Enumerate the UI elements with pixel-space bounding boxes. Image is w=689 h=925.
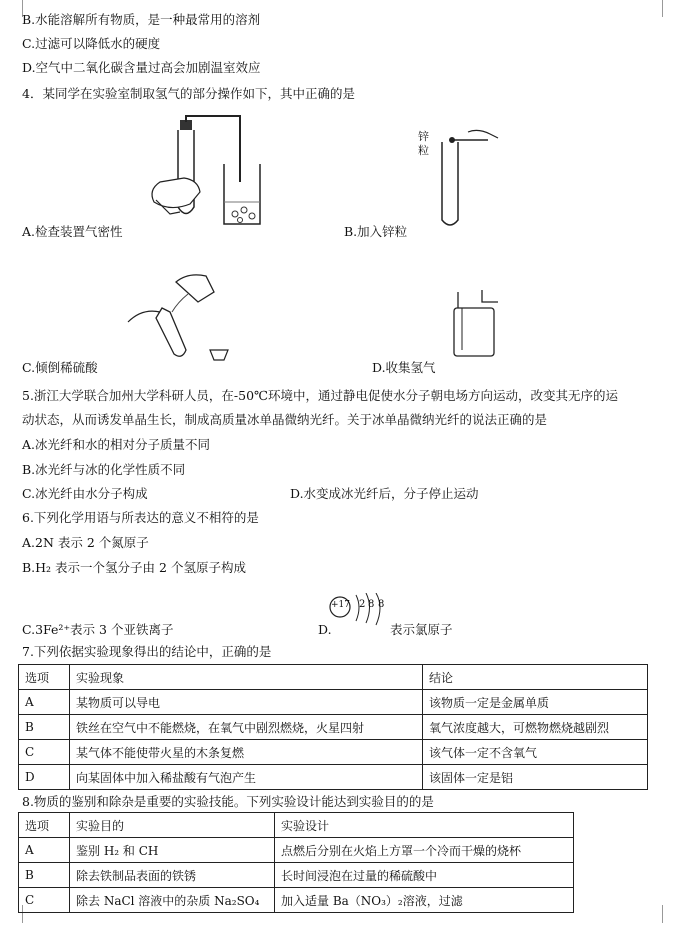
table-row	[19, 740, 648, 765]
question-5-cont: 动状态，从而诱发单晶生长，制成高质量冰单晶微纳光纤。关于冰单晶微纳光纤的说法正确的是	[22, 412, 548, 427]
option-line: C.过滤可以降低水的硬度	[22, 36, 161, 51]
table-cell: 某物质可以导电	[70, 690, 423, 715]
table-cell: B	[19, 863, 70, 888]
table-header-row	[19, 813, 574, 838]
figure-pour-acid	[118, 262, 238, 362]
question-4: 4．某同学在实验室制取氢气的部分操作如下，其中正确的是	[22, 86, 355, 101]
figure-add-zinc	[418, 122, 508, 232]
table-cell: 向某固体中加入稀盐酸有气泡产生	[70, 765, 423, 790]
option-line: A.冰光纤和水的相对分子质量不同	[22, 437, 211, 452]
table-cell: 加入适量 Ba（NO₃）₂溶液，过滤	[275, 888, 574, 913]
table-cell: 某气体不能使带火星的木条复燃	[70, 740, 423, 765]
table-header-cell: 选项	[19, 665, 70, 690]
table-header-cell: 结论	[423, 665, 648, 690]
table-cell: 氧气浓度越大，可燃物燃烧越剧烈	[423, 715, 648, 740]
table-cell: 鉴别 H₂ 和 CH	[70, 838, 275, 863]
table-cell: 点燃后分别在火焰上方罩一个冷而干燥的烧杯	[275, 838, 574, 863]
option-line: C.3Fe²⁺表示 3 个亚铁离子	[22, 622, 174, 637]
option-line: B.冰光纤与冰的化学性质不同	[22, 462, 186, 477]
option-line: D.空气中二氧化碳含量过高会加剧温室效应	[22, 60, 261, 75]
table-header-cell: 实验设计	[275, 813, 574, 838]
table-row	[19, 765, 648, 790]
table-header-cell: 实验现象	[70, 665, 423, 690]
table-cell: A	[19, 690, 70, 715]
caption-c: C.倾倒稀硫酸	[22, 360, 98, 375]
table-cell: D	[19, 765, 70, 790]
zinc-label: 锌	[418, 130, 429, 143]
table-cell: 长时间浸泡在过量的稀硫酸中	[275, 863, 574, 888]
table-cell: B	[19, 715, 70, 740]
table-cell: 该气体一定不含氧气	[423, 740, 648, 765]
option-line: 表示氯原子	[390, 622, 453, 637]
table-row	[19, 888, 574, 913]
table-cell: 除去铁制品表面的铁锈	[70, 863, 275, 888]
table-header-cell: 实验目的	[70, 813, 275, 838]
caption-b: B.加入锌粒	[344, 224, 408, 239]
table-row	[19, 690, 648, 715]
question-6: 6.下列化学用语与所表达的意义不相符的是	[22, 510, 259, 525]
table-cell: 铁丝在空气中不能燃烧，在氧气中剧烈燃烧，火星四射	[70, 715, 423, 740]
atom-shell: 2	[359, 599, 366, 610]
caption-d: D.收集氢气	[372, 360, 436, 375]
table-row	[19, 838, 574, 863]
corner-mark-top-right	[662, 0, 681, 17]
table-row	[19, 863, 574, 888]
table-row	[19, 715, 648, 740]
table-cell: 除去 NaCl 溶液中的杂质 Na₂SO₄	[70, 888, 275, 913]
atom-shell: 8	[378, 599, 385, 610]
question-8: 8.物质的鉴别和除杂是重要的实验技能。下列实验设计能达到实验目的的是	[22, 794, 434, 809]
atom-shell: 8	[368, 599, 375, 610]
atom-nucleus: +17	[331, 600, 350, 610]
figure-collect-hydrogen	[448, 288, 508, 360]
figure-airtightness-check	[140, 112, 280, 232]
table-header-row	[19, 665, 648, 690]
zinc-label: 粒	[418, 144, 429, 157]
table-cell: C	[19, 740, 70, 765]
option-line: C.冰光纤由水分子构成	[22, 486, 148, 501]
option-line: B.水能溶解所有物质，是一种最常用的溶剂	[22, 12, 261, 27]
question-5: 5.浙江大学联合加州大学科研人员，在-50℃环境中，通过静电促使水分子朝电场方向运动，改变其无序的运	[22, 388, 619, 403]
corner-mark-bottom-right	[662, 905, 681, 923]
question-7: 7.下列依据实验现象得出的结论中，正确的是	[22, 644, 272, 659]
option-line: D.水变成冰光纤后，分子停止运动	[290, 486, 479, 501]
table-cell: C	[19, 888, 70, 913]
option-line: B.H₂ 表示一个氢分子由 2 个氢原子构成	[22, 560, 246, 575]
table-q8	[18, 812, 574, 913]
table-cell: A	[19, 838, 70, 863]
corner-mark-top-left	[4, 0, 23, 17]
table-cell: 该物质一定是金属单质	[423, 690, 648, 715]
table-header-cell: 选项	[19, 813, 70, 838]
option-line: A.2N 表示 2 个氮原子	[22, 535, 149, 550]
table-cell: 该固体一定是铝	[423, 765, 648, 790]
option-line: D.	[318, 622, 332, 637]
table-q7	[18, 664, 648, 790]
caption-a: A.检查装置气密性	[22, 224, 123, 239]
